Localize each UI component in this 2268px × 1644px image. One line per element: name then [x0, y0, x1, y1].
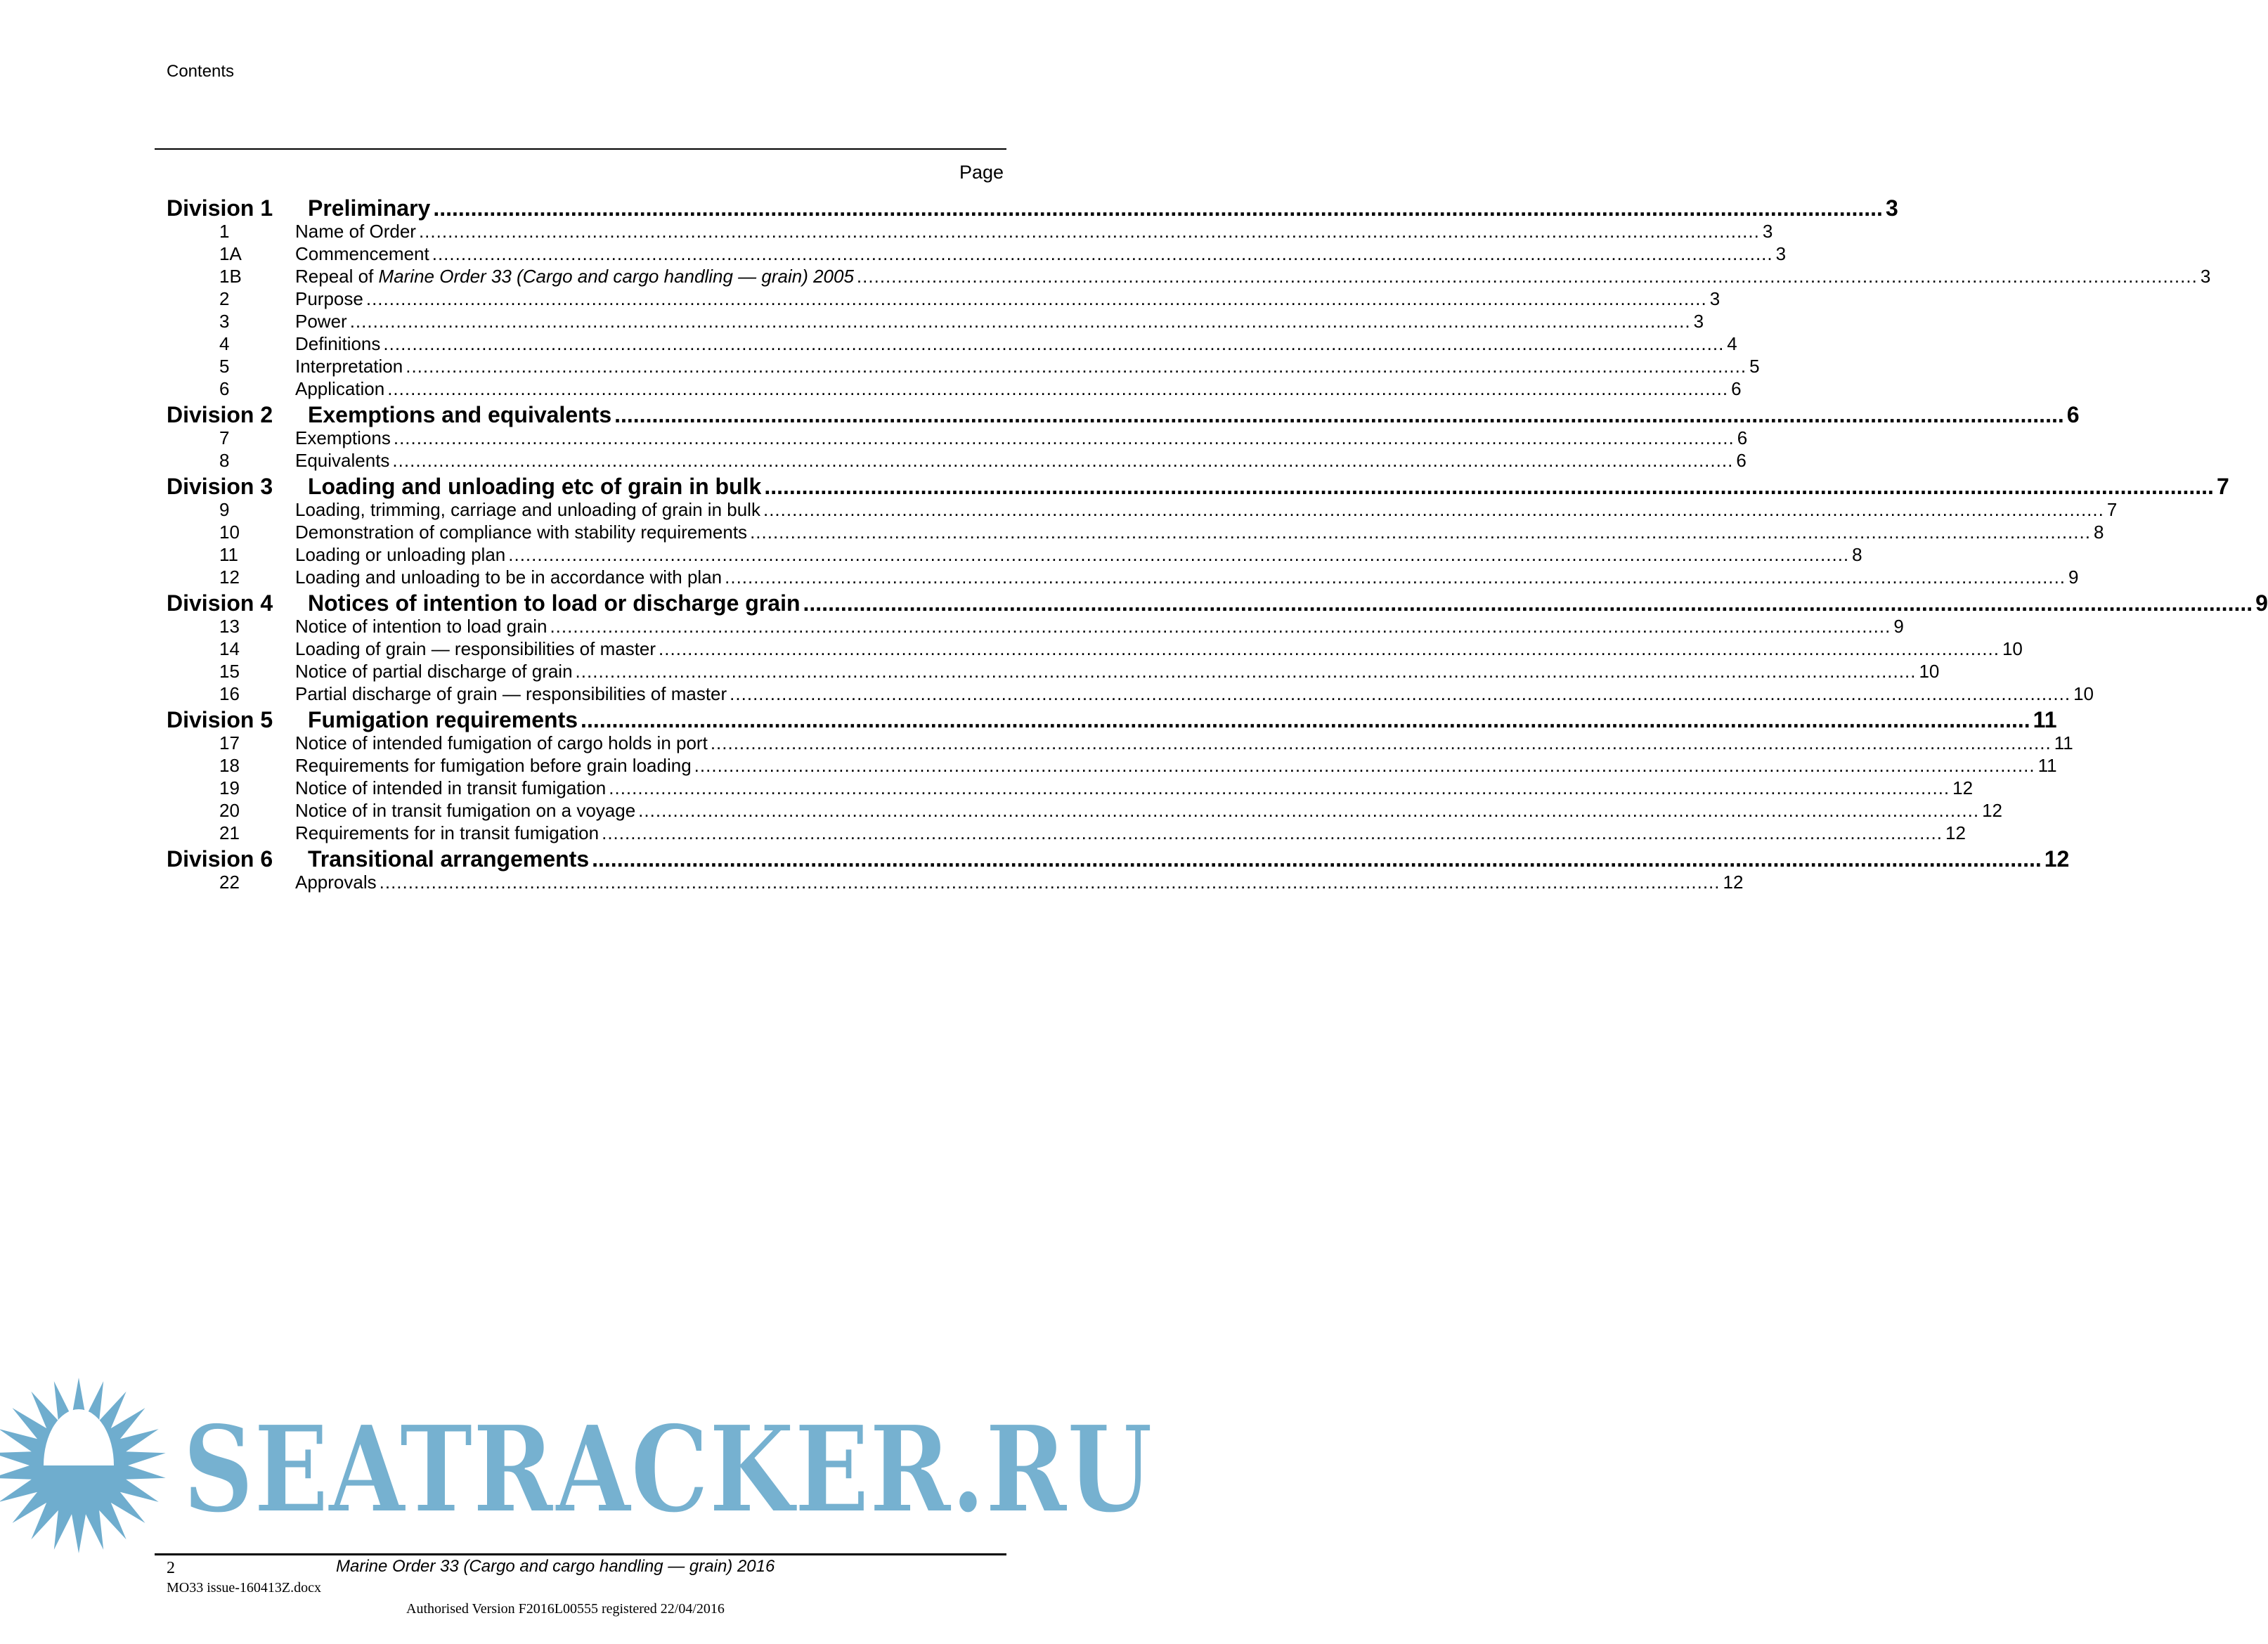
item-number: 13 — [219, 616, 240, 637]
item-title: Loading, trimming, carriage and unloading of grain in bulk — [295, 499, 760, 520]
page-number: 3 — [1709, 288, 1721, 309]
item-title: Requirements for in transit fumigation — [295, 822, 600, 843]
dot-leader — [419, 221, 1760, 242]
division-label: Division 3 — [167, 474, 273, 499]
item-number: 2 — [219, 288, 230, 309]
page-number: 12 — [1945, 822, 1966, 843]
page-number: 12 — [2044, 846, 2070, 872]
page-number: 9 — [2255, 590, 2268, 616]
item-number: 1 — [219, 221, 230, 242]
item-title: Power — [295, 311, 347, 332]
page-number: 3 — [1885, 195, 1898, 221]
toc-item-row[interactable] — [167, 661, 1940, 683]
page-number: 9 — [2068, 567, 2079, 588]
item-number: 11 — [219, 544, 238, 565]
page-number: 3 — [1775, 243, 1787, 264]
page-number: 4 — [1727, 333, 1737, 354]
item-title: Notice of intention to load grain — [295, 616, 547, 637]
toc-item-row[interactable] — [167, 243, 1787, 266]
page-number: 8 — [1852, 544, 1862, 565]
item-title: Application — [295, 378, 385, 399]
dot-leader — [387, 378, 1728, 400]
page-number: 12 — [1723, 872, 1744, 893]
toc-item-row[interactable] — [167, 732, 2073, 755]
toc-item-row[interactable] — [167, 822, 1966, 845]
toc-item-row[interactable] — [167, 266, 2211, 288]
page-number: 10 — [2002, 638, 2023, 659]
item-title: Notice of partial discharge of grain — [295, 661, 573, 682]
toc-item-row[interactable] — [167, 638, 2023, 661]
dot-leader — [725, 567, 2066, 588]
dot-leader — [750, 522, 2091, 543]
dot-leader — [508, 544, 1849, 566]
footer-rule — [155, 1553, 1006, 1555]
division-title: Loading and unloading etc of grain in bulk — [308, 474, 762, 499]
item-title: Notice of intended fumigation of cargo holds in port — [295, 732, 708, 753]
item-title: Commencement — [295, 243, 429, 264]
page-number: 3 — [1693, 311, 1704, 332]
page-number: 12 — [1952, 777, 1974, 798]
item-title: Purpose — [295, 288, 363, 309]
dot-leader — [392, 450, 1733, 472]
toc-item-row[interactable] — [167, 221, 1773, 243]
dot-leader — [383, 333, 1724, 355]
item-title: Name of Order — [295, 221, 416, 242]
item-title: Demonstration of compliance with stability requirements — [295, 522, 748, 543]
toc-item-row[interactable] — [167, 499, 2118, 522]
dot-leader — [576, 661, 1917, 682]
toc-division-row[interactable] — [167, 195, 1898, 221]
item-title: Partial discharge of grain — responsibilities of master — [295, 683, 727, 704]
toc-item-row[interactable] — [167, 522, 2104, 544]
item-number: 17 — [219, 732, 240, 753]
toc-item-row[interactable] — [167, 755, 2057, 777]
page-number: 9 — [1893, 616, 1904, 637]
dot-leader — [433, 195, 1883, 221]
toc-item-row[interactable] — [167, 311, 1704, 333]
toc-item-row[interactable] — [167, 427, 1748, 450]
division-label: Division 4 — [167, 590, 273, 616]
item-title: Loading and unloading to be in accordance with plan — [295, 567, 722, 588]
division-title: Fumigation requirements — [308, 707, 578, 732]
toc-item-row[interactable] — [167, 544, 1862, 567]
dot-leader — [609, 777, 1950, 799]
footer-authorised-version: Authorised Version F2016L00555 registered 22/04/2016 — [406, 1601, 725, 1617]
item-number: 16 — [219, 683, 240, 704]
page-number: 10 — [1919, 661, 1940, 682]
item-number: 3 — [219, 311, 230, 332]
item-title: Interpretation — [295, 356, 403, 377]
page-number: 7 — [2106, 499, 2118, 520]
dot-leader — [659, 638, 2000, 660]
division-label: Division 2 — [167, 402, 273, 427]
dot-leader — [406, 356, 1747, 377]
table-of-contents — [167, 194, 2268, 894]
page-number: 6 — [1736, 450, 1747, 471]
dot-leader — [380, 872, 1721, 893]
division-label: Division 6 — [167, 846, 273, 872]
toc-item-row[interactable] — [167, 567, 2079, 589]
item-title: Definitions — [295, 333, 381, 354]
page-number: 10 — [2073, 683, 2094, 704]
dot-leader — [763, 499, 2104, 521]
dot-leader — [764, 474, 2214, 500]
item-number: 19 — [219, 777, 240, 798]
toc-item-row[interactable] — [167, 378, 1742, 401]
dot-leader — [581, 707, 2030, 733]
dot-leader — [694, 755, 2035, 777]
division-title: Exemptions and equivalents — [308, 402, 612, 427]
watermark-logo — [0, 1374, 1162, 1542]
toc-item-row[interactable] — [167, 800, 2002, 822]
division-label: Division 1 — [167, 195, 273, 221]
item-number: 20 — [219, 800, 240, 821]
dot-leader — [614, 402, 2064, 428]
page-number: 5 — [1749, 356, 1760, 377]
page-column-label: Page — [959, 162, 1004, 183]
item-number: 22 — [219, 872, 240, 893]
page-number: 11 — [2037, 755, 2057, 776]
item-number: 7 — [219, 427, 230, 448]
item-number: 1A — [219, 243, 242, 264]
item-title: Notice of intended in transit fumigation — [295, 777, 607, 798]
footer-page-number: 2 — [167, 1559, 175, 1577]
item-number: 15 — [219, 661, 240, 682]
item-number: 4 — [219, 333, 230, 354]
toc-division-row[interactable] — [167, 474, 2229, 499]
page-number: 6 — [1737, 427, 1748, 448]
page-number: 6 — [2066, 402, 2080, 427]
page-number: 6 — [1731, 378, 1742, 399]
item-number: 9 — [219, 499, 230, 520]
dot-leader — [592, 846, 2042, 872]
running-header: Contents — [167, 62, 235, 81]
division-label: Division 5 — [167, 707, 273, 732]
item-number: 10 — [219, 522, 240, 543]
item-title: Loading of grain — responsibilities of master — [295, 638, 656, 659]
dot-leader — [730, 683, 2071, 705]
item-number: 21 — [219, 822, 240, 843]
item-title: Equivalents — [295, 450, 390, 471]
toc-division-row[interactable] — [167, 590, 2268, 616]
dot-leader — [857, 266, 2198, 287]
division-title: Transitional arrangements — [308, 846, 590, 872]
footer-title: Marine Order 33 (Cargo and cargo handling — grain) 2016 — [336, 1557, 775, 1576]
footer-filename: MO33 issue-160413Z.docx — [167, 1580, 321, 1596]
item-number: 14 — [219, 638, 240, 659]
toc-item-row[interactable] — [167, 356, 1760, 378]
toc-item-row[interactable] — [167, 683, 2094, 706]
dot-leader — [394, 427, 1735, 449]
dot-leader — [803, 590, 2253, 616]
item-number: 6 — [219, 378, 230, 399]
page-number: 12 — [1982, 800, 2002, 821]
toc-item-row[interactable] — [167, 333, 1737, 356]
page-number: 11 — [2033, 707, 2057, 732]
page-number: 8 — [2093, 522, 2104, 543]
dot-leader — [550, 616, 1891, 637]
toc-item-row[interactable] — [167, 872, 1744, 894]
toc-division-row[interactable] — [167, 846, 2070, 872]
item-title: Notice of in transit fumigation on a voyage — [295, 800, 636, 821]
dot-leader — [602, 822, 1943, 844]
dot-leader — [638, 800, 1979, 822]
division-title: Notices of intention to load or discharge grain — [308, 590, 801, 616]
item-number: 18 — [219, 755, 240, 776]
item-title-italic: Marine Order 33 (Cargo and cargo handling — grain) 2005 — [378, 266, 854, 287]
item-title: Approvals — [295, 872, 377, 893]
division-title: Preliminary — [308, 195, 431, 221]
sun-dome — [44, 1409, 114, 1465]
item-title — [295, 266, 854, 287]
item-title: Exemptions — [295, 427, 391, 448]
toc-item-row[interactable] — [167, 777, 1974, 800]
watermark-text: SEATRACKER.RU — [183, 1399, 1153, 1540]
toc-item-row[interactable] — [167, 450, 1747, 472]
dot-leader — [366, 288, 1707, 310]
page-number: 3 — [1762, 221, 1773, 242]
item-title: Requirements for fumigation before grain loading — [295, 755, 692, 776]
dot-leader — [432, 243, 1773, 265]
toc-division-row[interactable] — [167, 707, 2057, 732]
item-number: 1B — [219, 266, 242, 287]
item-title: Loading or unloading plan — [295, 544, 506, 565]
item-title-prefix: Repeal of — [295, 266, 379, 287]
toc-division-row[interactable] — [167, 402, 2080, 427]
page-number: 11 — [2054, 732, 2073, 753]
toc-item-row[interactable] — [167, 616, 1904, 638]
toc-item-row[interactable] — [167, 288, 1721, 311]
dot-leader — [711, 732, 2052, 754]
page-number: 7 — [2216, 474, 2229, 499]
header-rule — [155, 148, 1006, 150]
page-number: 3 — [2200, 266, 2211, 287]
sun-icon — [0, 1378, 166, 1553]
item-number: 5 — [219, 356, 230, 377]
item-number: 8 — [219, 450, 230, 471]
item-number: 12 — [219, 567, 240, 588]
dot-leader — [350, 311, 1691, 332]
